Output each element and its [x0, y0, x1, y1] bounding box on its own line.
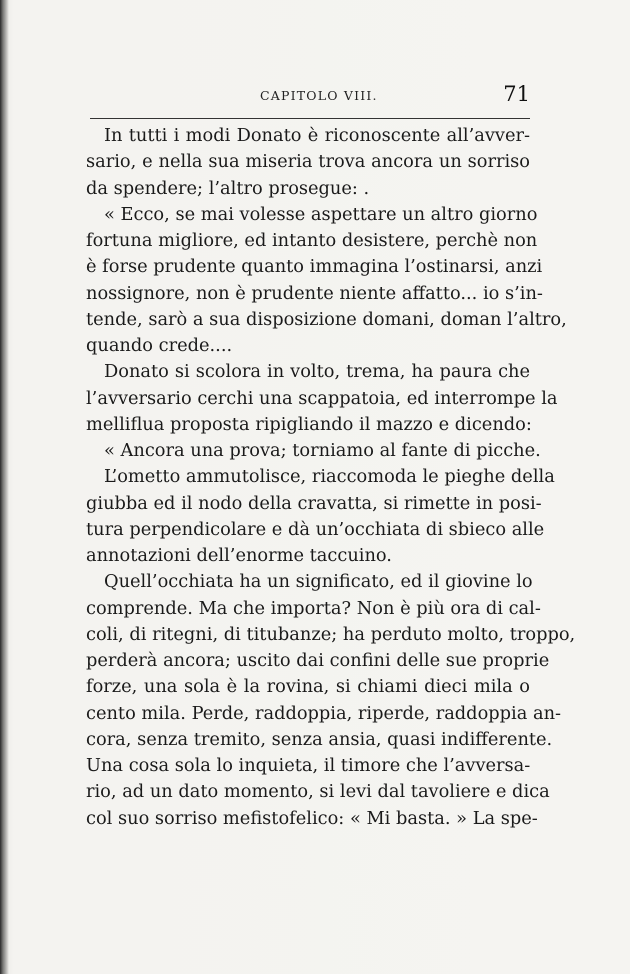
text-line: forze, una sola è la rovina, si chiami dieci mila o — [86, 676, 530, 698]
text-line: è forse prudente quanto immagina l’ostinarsi, anzi — [86, 256, 543, 278]
page-number: 71 — [503, 82, 530, 106]
text-line: « Ecco, se mai volesse aspettare un altro giorno — [104, 203, 538, 225]
text-line: nossignore, non è prudente niente affatto... io s’in- — [86, 282, 543, 304]
spine-shadow — [0, 0, 9, 974]
text-line: coli, di ritegni, di titubanze; ha perduto molto, troppo, — [86, 623, 576, 645]
text-line: quando crede.... — [86, 335, 233, 356]
text-line: annotazioni dell’enorme taccuino. — [86, 545, 392, 566]
text-line: « Ancora una prova; torniamo al fante di picche. — [104, 440, 541, 461]
text-line: fortuna migliore, ed intanto desistere, perchè non — [86, 230, 538, 251]
text-line: Una cosa sola lo inquieta, il timore che l’avversa- — [86, 755, 531, 776]
text-line: L’ometto ammutolisce, riaccomoda le pieghe della — [104, 466, 555, 488]
text-line: In tutti i modi Donato è riconoscente all’avver- — [104, 125, 530, 146]
text-line: cento mila. Perde, raddoppia, riperde, raddoppia an- — [86, 702, 562, 724]
running-head — [84, 82, 530, 110]
text-line: sario, e nella sua miseria trova ancora un sorriso — [86, 151, 530, 173]
text-line: tende, sarò a sua disposizione domani, doman l’altro, — [86, 308, 567, 330]
text-line: da spendere; l’altro prosegue: . — [86, 177, 370, 199]
text-line: l’avversario cerchi una scappatoia, ed interrompe la — [86, 387, 558, 409]
text-line: Quell’occhiata ha un significato, ed il giovine lo — [104, 571, 533, 593]
text-line: Donato si scolora in volto, trema, ha paura che — [104, 361, 530, 383]
header-rule — [90, 118, 530, 119]
text-line: giubba ed il nodo della cravatta, si rimette in posi- — [86, 492, 542, 514]
text-line: tura perpendicolare e dà un’occhiata di sbieco alle — [86, 518, 545, 540]
text-line: col suo sorriso mefistofelico: « Mi basta. » La spe- — [86, 807, 538, 829]
body-text — [86, 123, 576, 832]
text-line: cora, senza tremito, senza ansia, quasi indifferente. — [86, 728, 553, 750]
chapter-title: CAPITOLO VIII. — [260, 88, 378, 103]
text-line: rio, ad un dato momento, si levi dal tavoliere e dica — [86, 781, 550, 803]
text-line: comprende. Ma che importa? Non è più ora di cal- — [86, 597, 541, 619]
text-line: perderà ancora; uscito dai confini delle sue proprie — [86, 650, 550, 671]
text-line: melliflua proposta ripigliando il mazzo e dicendo: — [86, 413, 532, 435]
